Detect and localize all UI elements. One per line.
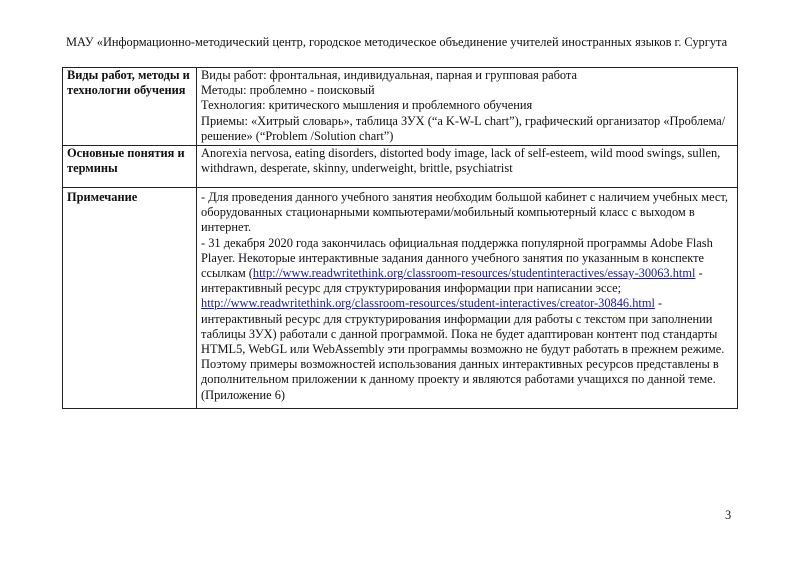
- row-content-terms: Anorexia nervosa, eating disorders, distorted body image, lack of self-esteem, wild mood swings, sullen, withdrawn, desperate, skinny, underweight, brittle, psychiatrist: [197, 146, 738, 188]
- table-row: [63, 146, 738, 188]
- creator-tool-link[interactable]: http://www.readwritethink.org/classroom-resources/student-interactives/creator-30846.html: [201, 296, 655, 311]
- row-label-terms: Основные понятия и термины: [63, 146, 197, 188]
- work-types-text: Виды работ: фронтальная, индивидуальная, парная и групповая работа: [201, 68, 578, 82]
- row-content-note: [197, 188, 738, 409]
- note-paragraph-2-end: - интерактивный ресурс для структурирования информации для работы с текстом при заполнении таблицы ЗУХ) работали с данной программой. Пока не будет адаптирован контент под стандарты HTML5, WebGL или WebAssembly эти программы возможно не будут работать в прежнем режиме. Поэтому примеры возможностей использования данных интерактивных ресурсов представлены в дополнительном приложении к данному проекту и являются работами учащихся по данной теме. (Приложение 6): [201, 296, 725, 402]
- technology-text: Технология: критического мышления и проблемного обучения: [201, 98, 533, 113]
- note-paragraph-2-middle: - интерактивный ресурс для структурирования информации при написании эссе;: [201, 266, 703, 296]
- essay-tool-link[interactable]: http://www.readwritethink.org/classroom-resources/studentinteractives/essay-30063.html: [252, 266, 696, 281]
- methods-text: Методы: проблемно - поисковый: [201, 83, 375, 98]
- table-row: [63, 188, 738, 409]
- lesson-info-table: [62, 67, 738, 409]
- table-row: [63, 68, 738, 146]
- note-paragraph-2-start: - 31 декабря 2020 года закончилась официальная поддержка популярной программы Adobe Flash Player. Некоторые интерактивные задания данного учебного занятия по указанным в конспекте ссылкам (: [201, 235, 713, 281]
- row-label-methods: Виды работ, методы и технологии обучения: [63, 68, 197, 146]
- row-label-note: Примечание: [63, 188, 197, 409]
- note-paragraph-1: - Для проведения данного учебного занятия необходим большой кабинет с наличием учебных мест, оборудованных стационарными компьютерами/мобильный компьютерный класс с выходом в интернет.: [201, 190, 728, 235]
- document-header: МАУ «Информационно-методический центр, городское методическое объединение учителей иностранных языков г. Сургута: [66, 35, 728, 49]
- row-content-methods: [197, 68, 738, 146]
- techniques-text: Приемы: «Хитрый словарь», таблица ЗУХ (“a K-W-L chart”), графический организатор «Проблема/решение» (“Problem /Solution chart”): [201, 113, 726, 143]
- page-number: 3: [725, 508, 732, 522]
